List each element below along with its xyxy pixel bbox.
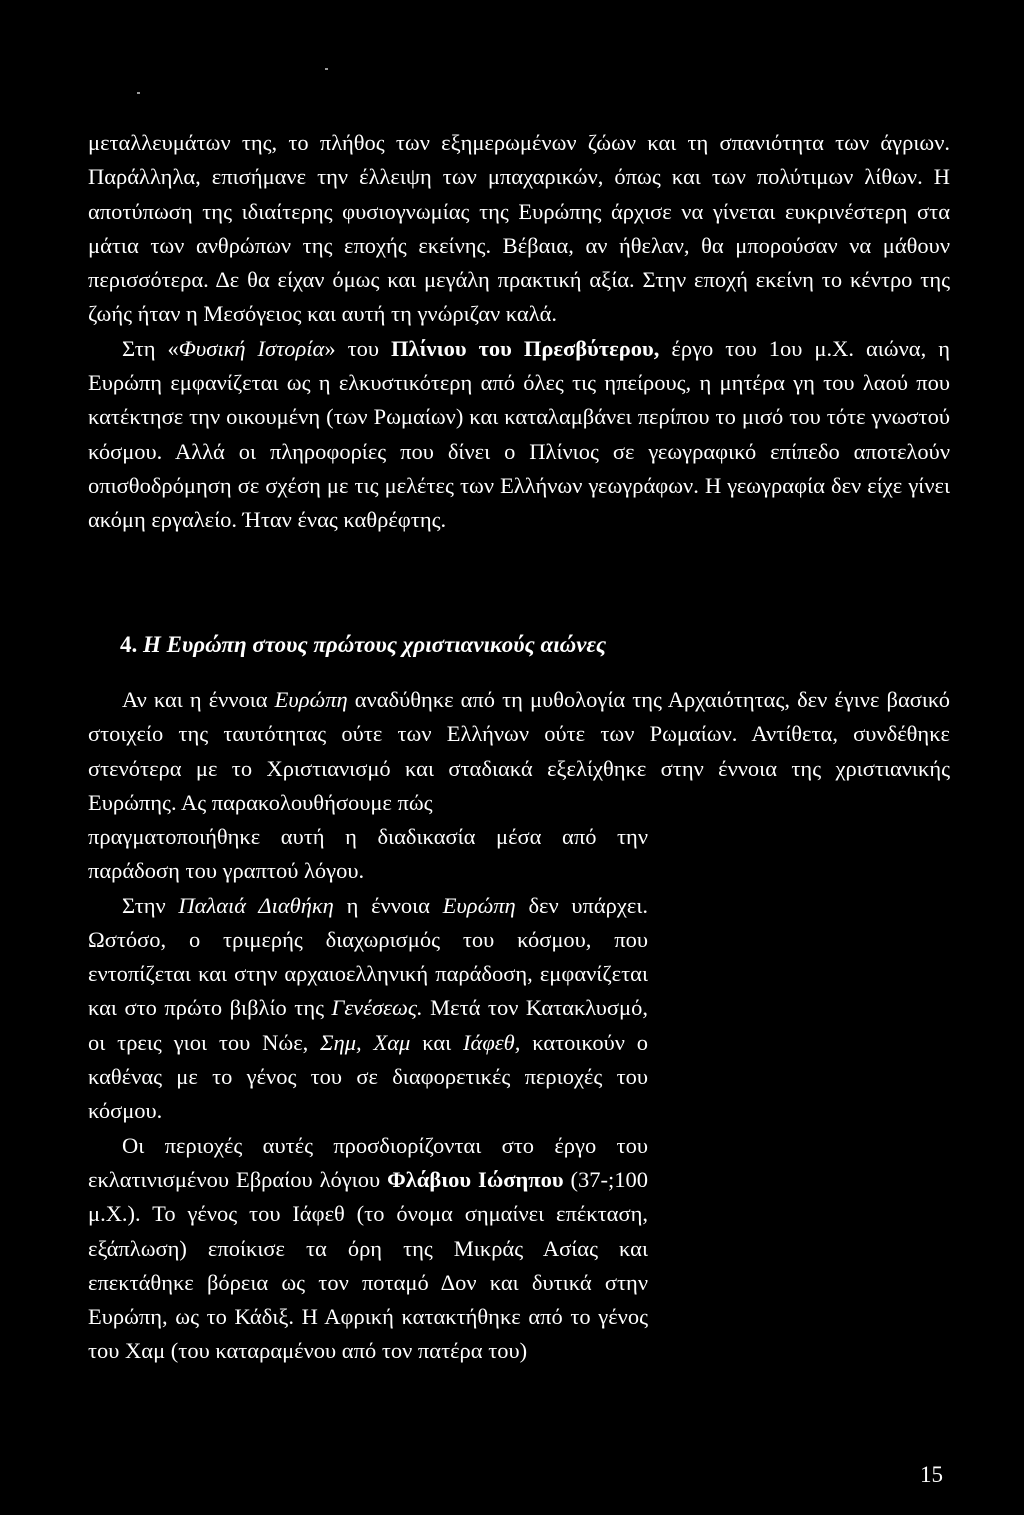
paragraph-intro-continued: πραγματοποιήθηκε αυτή η διαδικασία μέσα από την παράδοση του γραπτού λόγου. [88,824,648,884]
scan-speck [137,92,140,94]
author-name: Φλάβιου Ιώσηπου [387,1166,564,1192]
scan-speck [325,68,328,70]
body-text-section [88,683,950,820]
section-title: Η Ευρώπη στους πρώτους χριστιανικούς αιώνες [143,632,607,657]
paragraph-old-testament: Στην Παλαιά Διαθήκη η έννοια Ευρώπη δεν υπάρχει. Ωστόσο, ο τριμερής διαχωρισμός του κόσμου, που εντοπίζεται και στην αρχαιοελληνική παράδοση, εμφανίζεται και στο πρώτο βιβλίο της Γενέσεως. Μετά τον Κατακλυσμό, οι τρεις γιοι του Νώε, Σημ, Χαμ και Ιάφεθ, κατοικούν ο καθένας με το γένος του σε διαφορετικές περιοχές του κόσμου. [88,892,649,1124]
paragraph-josephus: Οι περιοχές αυτές προσδιορίζονται στο έργο του εκλατινισμένου Εβραίου λόγιου Φλάβιου Ιώσηπου (37-;100 μ.Χ.). Το γένος του Ιάφεθ (το όνομα σημαίνει επέκταση, εξάπλωση) εποίκισε τα όρη της Μικράς Ασίας και επεκτάθηκε βόρεια ως τον ποταμό Δον και δυτικά στην Ευρώπη, ως το Κάδιξ. Η Αφρική κατακτήθηκε από το γένος του Χαμ (του καταραμένου από τον πατέρα του) [88,1132,648,1364]
section-number: 4. [120,632,138,657]
paragraph-pliny: Στη «Φυσική Ιστορία» του Πλίνιου του Πρεσβύτερου, έργο του 1ου μ.Χ. αιώνα, η Ευρώπη εμφανίζεται ως η ελκυστικότερη από όλες τις ηπείρους, η μητέρα γη του λαού που κατέκτησε την οικουμένη (των Ρωμαίων) και καταλαμβάνει περίπου το μισό του τότε γνωστού κόσμου. Αλλά οι πληροφορίες που δίνει ο Πλίνιος σε γεωγραφικό επίπεδο αποτελούν οπισθοδρόμηση σε σχέση με τις μελέτες των Ελλήνων γεωγράφων. Η γεωγραφία δεν είχε γίνει ακόμη εργαλείο. Ήταν ένας καθρέφτης. [88,335,950,533]
paragraph-continued: μεταλλευμάτων της, το πλήθος των εξημερωμένων ζώων και τη σπανιότητα των άγριων. Παράλληλα, επισήμανε την έλλειψη των μπαχαρικών, όπως και των πολύτιμων λίθων. Η αποτύπωση της ιδιαίτερης φυσιογνωμίας της Ευρώπης άρχισε να γίνεται ευκρινέστερη στα μάτια των ανθρώπων της εποχής εκείνης. Βέβαια, αν ήθελαν, θα μπορούσαν να μάθουν περισσότερα. Δε θα είχαν όμως και μεγάλη πρακτική αξία. Στην εποχή εκείνη το κέντρο της ζωής ήταν η Μεσόγειος και αυτή τη γνώριζαν καλά. [88,130,950,327]
author-name: Πλίνιου του Πρεσβύτερου, [391,335,660,361]
body-text-narrow [88,820,648,1369]
page-number: 15 [920,1462,943,1487]
paragraph-intro: Αν και η έννοια Ευρώπη αναδύθηκε από τη μυθολογία της Αρχαιότητας, δεν έγινε βασικό στοιχείο της ταυτότητας ούτε των Ελλήνων ούτε των Ρωμαίων. Αντίθετα, συνδέθηκε στενότερα με το Χριστιανισμό και σταδιακά εξελίχθηκε στην έννοια της χριστιανικής Ευρώπης. Ας παρακολουθήσουμε πώς [88,687,951,815]
body-text-upper [88,126,950,538]
work-title: Φυσική Ιστορία [178,335,325,361]
section-heading [120,632,606,658]
